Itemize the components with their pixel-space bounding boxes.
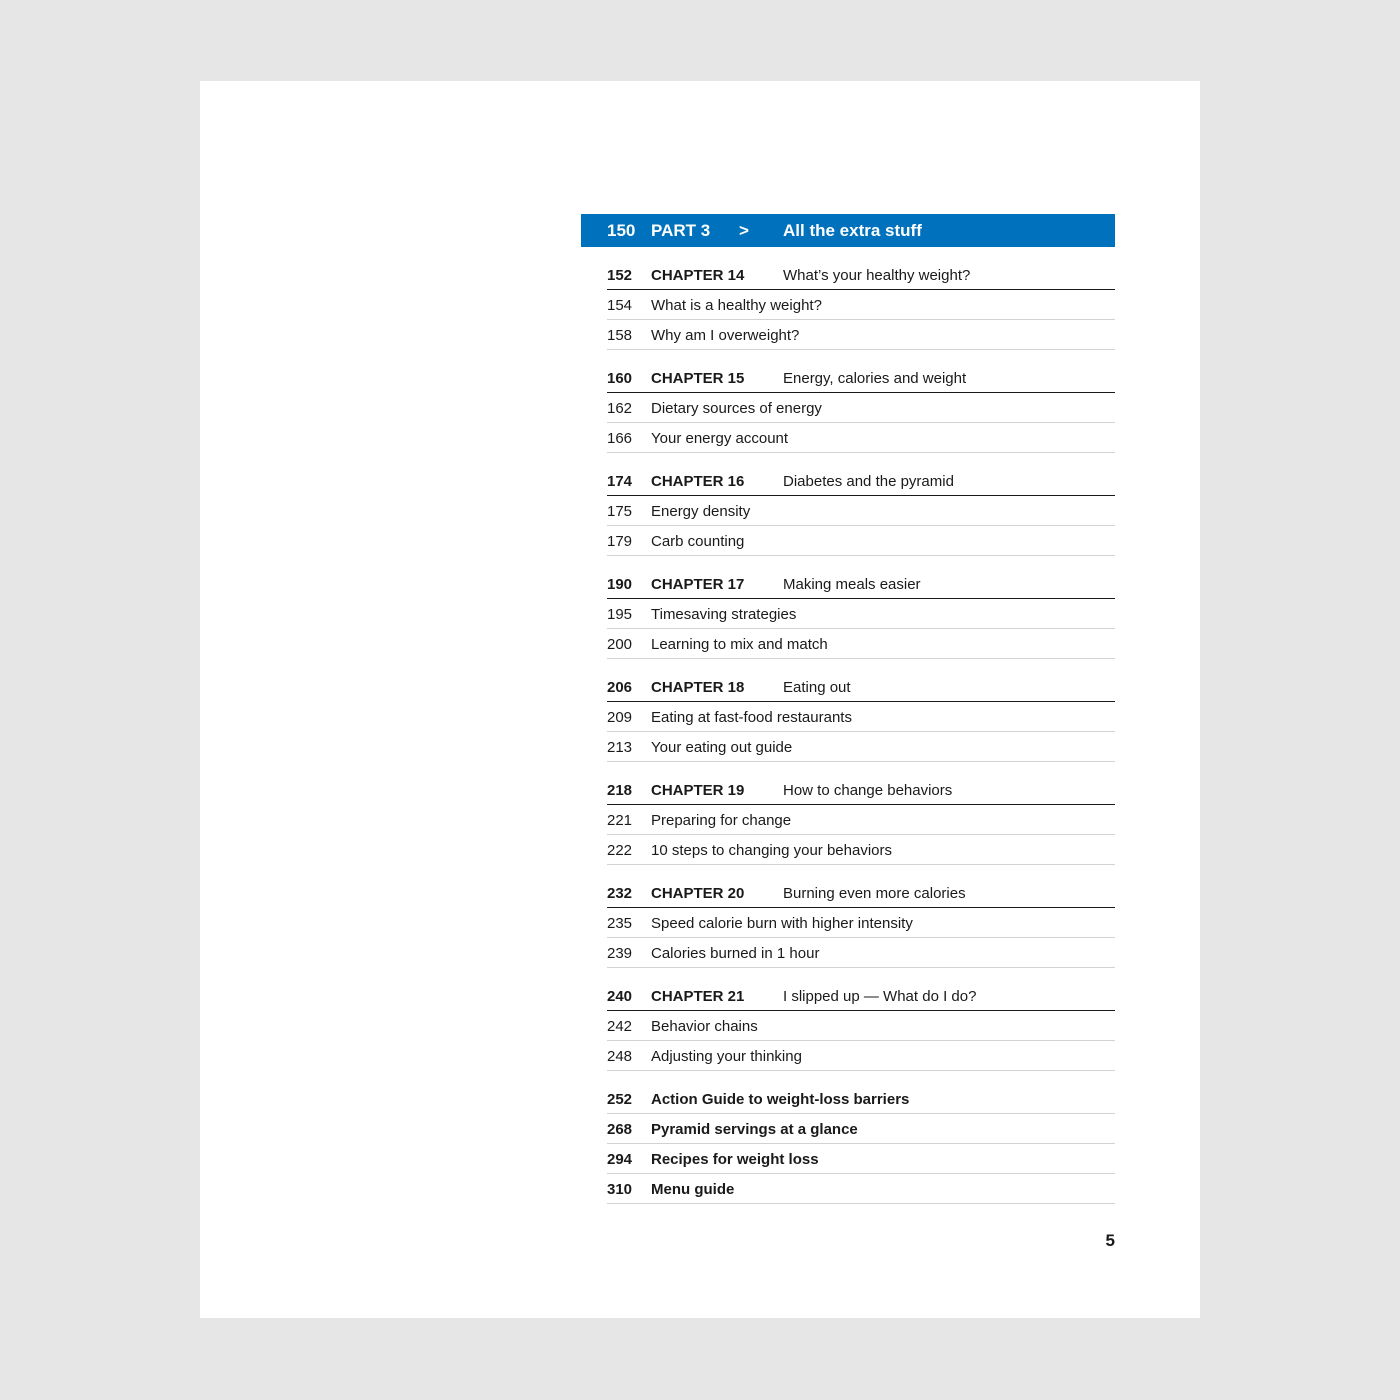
part-title: All the extra stuff (783, 221, 922, 240)
section-page-number: 179 (607, 533, 633, 550)
chapter-row (607, 363, 1115, 393)
section-title: Carb counting (651, 533, 745, 550)
chapter-page-number: 206 (607, 679, 633, 696)
section-title: Learning to mix and match (651, 636, 828, 653)
chapter-label: CHAPTER 21 (651, 988, 745, 1005)
section-row (607, 908, 1115, 938)
chapter-group (607, 260, 1115, 350)
chapter-label: CHAPTER 19 (651, 782, 745, 799)
chapter-title: What’s your healthy weight? (783, 267, 971, 284)
section-title: Dietary sources of energy (651, 400, 822, 417)
section-title: Eating at fast-food restaurants (651, 709, 852, 726)
section-page-number: 248 (607, 1048, 633, 1065)
chapter-page-number: 240 (607, 988, 633, 1005)
chapter-label: CHAPTER 16 (651, 473, 745, 490)
section-row (607, 629, 1115, 659)
chapter-title: I slipped up — What do I do? (783, 988, 977, 1005)
chapter-row (607, 878, 1115, 908)
section-page-number: 195 (607, 606, 633, 623)
section-page-number: 162 (607, 400, 633, 417)
back-matter-row (607, 1174, 1115, 1204)
chapter-title: Eating out (783, 679, 851, 696)
back-matter-page-number: 294 (607, 1151, 633, 1168)
chapter-label: CHAPTER 20 (651, 885, 745, 902)
section-page-number: 242 (607, 1018, 633, 1035)
section-title: Energy density (651, 503, 751, 520)
section-page-number: 239 (607, 945, 633, 962)
section-row (607, 393, 1115, 423)
section-row (607, 526, 1115, 556)
section-title: Behavior chains (651, 1018, 758, 1035)
section-page-number: 235 (607, 915, 633, 932)
section-title: Timesaving strategies (651, 606, 797, 623)
section-row (607, 290, 1115, 320)
section-page-number: 221 (607, 812, 633, 829)
chapter-label: CHAPTER 15 (651, 370, 745, 387)
chapter-group (607, 878, 1115, 968)
section-title: Adjusting your thinking (651, 1048, 802, 1065)
chapter-page-number: 232 (607, 885, 633, 902)
chapter-title: Making meals easier (783, 576, 921, 593)
section-page-number: 158 (607, 327, 633, 344)
section-row (607, 805, 1115, 835)
back-matter-title: Action Guide to weight-loss barriers (651, 1091, 910, 1108)
chapter-group (607, 672, 1115, 762)
chapter-group (607, 981, 1115, 1071)
arrow-icon: > (739, 221, 749, 240)
back-matter-title: Recipes for weight loss (651, 1151, 819, 1168)
part-label: PART 3 (651, 221, 711, 240)
page-folio: 5 (1105, 1231, 1115, 1250)
chapter-label: CHAPTER 17 (651, 576, 745, 593)
chapter-row (607, 569, 1115, 599)
back-matter-group (607, 1084, 1115, 1204)
section-row (607, 702, 1115, 732)
chapter-page-number: 218 (607, 782, 633, 799)
section-title: What is a healthy weight? (651, 297, 822, 314)
chapter-page-number: 190 (607, 576, 633, 593)
chapter-label: CHAPTER 14 (651, 267, 745, 284)
section-row (607, 1041, 1115, 1071)
section-page-number: 209 (607, 709, 633, 726)
chapter-row (607, 466, 1115, 496)
section-title: Your energy account (651, 430, 789, 447)
section-row (607, 1011, 1115, 1041)
chapter-group (607, 363, 1115, 453)
section-row (607, 835, 1115, 865)
back-matter-page-number: 268 (607, 1121, 633, 1138)
chapter-group (607, 569, 1115, 659)
chapter-title: Diabetes and the pyramid (783, 473, 954, 490)
chapter-title: How to change behaviors (783, 782, 953, 799)
chapter-group (607, 775, 1115, 865)
back-matter-row (607, 1114, 1115, 1144)
chapter-row (607, 672, 1115, 702)
table-of-contents (581, 214, 1115, 1204)
chapter-page-number: 174 (607, 473, 633, 490)
section-page-number: 200 (607, 636, 633, 653)
section-row (607, 423, 1115, 453)
section-page-number: 222 (607, 842, 633, 859)
back-matter-title: Menu guide (651, 1181, 735, 1198)
section-page-number: 175 (607, 503, 633, 520)
section-page-number: 154 (607, 297, 633, 314)
chapter-title: Burning even more calories (783, 885, 966, 902)
part-header (581, 214, 1115, 247)
back-matter-page-number: 252 (607, 1091, 633, 1108)
section-row (607, 599, 1115, 629)
section-row (607, 496, 1115, 526)
section-title: 10 steps to changing your behaviors (651, 842, 892, 859)
section-title: Preparing for change (651, 812, 792, 829)
part-page-number: 150 (607, 221, 636, 240)
section-row (607, 938, 1115, 968)
chapter-group (607, 466, 1115, 556)
chapter-page-number: 152 (607, 267, 633, 284)
section-page-number: 166 (607, 430, 633, 447)
section-title: Your eating out guide (651, 739, 793, 756)
back-matter-row (607, 1144, 1115, 1174)
chapter-row (607, 775, 1115, 805)
chapter-label: CHAPTER 18 (651, 679, 745, 696)
chapter-row (607, 981, 1115, 1011)
section-row (607, 732, 1115, 762)
section-row (607, 320, 1115, 350)
section-title: Calories burned in 1 hour (651, 945, 820, 962)
back-matter-title: Pyramid servings at a glance (651, 1121, 858, 1138)
book-page (200, 81, 1200, 1318)
chapter-title: Energy, calories and weight (783, 370, 967, 387)
section-page-number: 213 (607, 739, 633, 756)
section-title: Why am I overweight? (651, 327, 800, 344)
section-title: Speed calorie burn with higher intensity (651, 915, 913, 932)
back-matter-row (607, 1084, 1115, 1114)
chapter-row (607, 260, 1115, 290)
back-matter-page-number: 310 (607, 1181, 633, 1198)
chapter-page-number: 160 (607, 370, 633, 387)
